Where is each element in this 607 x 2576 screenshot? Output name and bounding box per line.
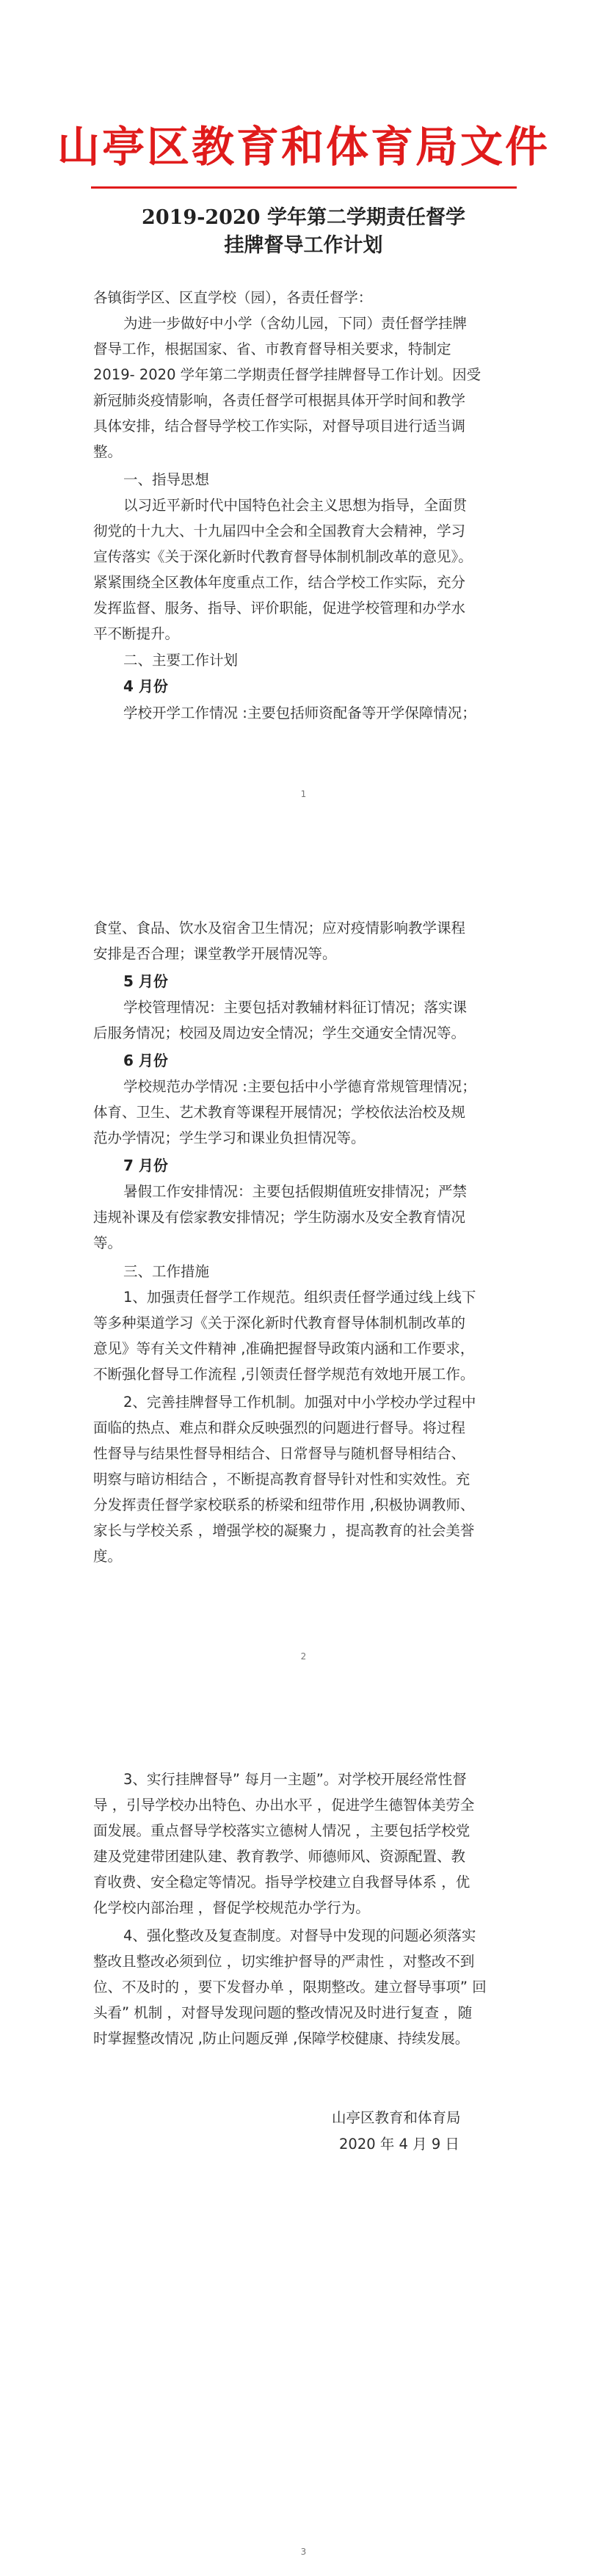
measure2-line: 面临的热点、难点和群众反映强烈的问题进行督导。将过程 bbox=[93, 1419, 466, 1436]
section-heading-work-plan: 二、主要工作计划 bbox=[123, 652, 239, 669]
page-number: 2 bbox=[300, 1651, 307, 1662]
measure1-line: 1、加强责任督学工作规范。组织责任督学通过线上线下 bbox=[123, 1289, 476, 1306]
signature-date: 2020 年 4 月 9 日 bbox=[339, 2136, 459, 2153]
section1-line: 紧紧围绕全区教体年度重点工作，结合学校工作实际，充分 bbox=[93, 574, 466, 591]
measure3-line: 化学校内部治理 ，督促学校规范办学行为。 bbox=[93, 1899, 370, 1916]
measure4-line: 位、不及时的 ，要下发督办单 ，限期整改。建立督导事项” 回 bbox=[93, 1979, 487, 1995]
section-heading-guiding-ideology: 一、指导思想 bbox=[123, 471, 210, 488]
doc-title-line-1: 2019-2020 学年第二学期责任督学 bbox=[142, 206, 465, 229]
intro-line: 2019- 2020 学年第二学期责任督学挂牌督导工作计划。因受 bbox=[93, 366, 481, 383]
intro-line: 新冠肺炎疫情影响，各责任督学可根据具体开学时间和教学 bbox=[93, 392, 466, 409]
measure1-line: 等多种渠道学习《关于深化新时代教育督导体制机制改革的 bbox=[93, 1314, 466, 1331]
signature-org: 山亭区教育和体育局 bbox=[332, 2109, 461, 2126]
may-line: 后服务情况；校园及周边安全情况；学生交通安全情况等。 bbox=[93, 1025, 466, 1041]
section1-line: 平不断提升。 bbox=[93, 625, 180, 642]
april-line: 食堂、食品、饮水及宿舍卫生情况；应对疫情影响教学课程 bbox=[93, 920, 466, 936]
measure4-line: 头看” 机制 ，对督导发现问题的整改情况及时进行复查 ，随 bbox=[93, 2004, 473, 2021]
measure2-line: 度。 bbox=[93, 1548, 123, 1565]
month-label-june: 6 月份 bbox=[123, 1052, 168, 1069]
section1-line: 以习近平新时代中国特色社会主义思想为指导，全面贯 bbox=[123, 497, 468, 514]
section-heading-work-measures: 三、工作措施 bbox=[123, 1263, 210, 1280]
measure1-line: 不断强化督导工作流程 ,引领责任督学规范有效地开展工作。 bbox=[93, 1366, 475, 1383]
intro-line: 督导工作，根据国家、省、市教育督导相关要求，特制定 bbox=[93, 341, 451, 357]
document-header-title: 山亭区教育和体育局文件 bbox=[57, 122, 550, 172]
measure2-line: 2、完善挂牌督导工作机制。加强对中小学校办学过程中 bbox=[123, 1394, 476, 1411]
april-line: 学校开学工作情况 :主要包括师资配备等开学保障情况； bbox=[123, 705, 476, 721]
measure3-line: 导 ，引导学校办出特色、办出水平 ，促进学生德智体美劳全 bbox=[93, 1797, 475, 1813]
measure2-line: 明察与暗访相结合 ，不断提高教育督导针对性和实效性。充 bbox=[93, 1471, 470, 1488]
intro-line: 具体安排，结合督导学校工作实际，对督导项目进行适当调 bbox=[93, 418, 466, 434]
month-label-july: 7 月份 bbox=[123, 1157, 168, 1174]
section1-line: 发挥监督、服务、指导、评价职能，促进学校管理和办学水 bbox=[93, 600, 466, 616]
measure2-line: 性督导与结果性督导相结合、日常督导与随机督导相结合、 bbox=[93, 1445, 466, 1462]
may-line: 学校管理情况：主要包括对教辅材料征订情况；落实课 bbox=[123, 999, 468, 1016]
intro-line: 整。 bbox=[93, 443, 123, 460]
month-label-may: 5 月份 bbox=[123, 972, 168, 990]
measure2-line: 分发挥责任督学家校联系的桥梁和纽带作用 ,积极协调教师、 bbox=[93, 1496, 475, 1513]
june-line: 体育、卫生、艺术教育等课程开展情况；学校依法治校及规 bbox=[93, 1104, 466, 1121]
doc-title-line-2: 挂牌督导工作计划 bbox=[224, 234, 383, 257]
measure3-line: 育收费、安全稳定等情况。指导学校建立自我督导体系 ，优 bbox=[93, 1874, 470, 1891]
june-line: 范办学情况；学生学习和课业负担情况等。 bbox=[93, 1129, 366, 1146]
measure3-line: 3、实行挂牌督导” 每月一主题”。对学校开展经常性督 bbox=[123, 1771, 467, 1788]
measure3-line: 建及党建带团建队建、教育教学、师德师风、资源配置、教 bbox=[93, 1848, 466, 1865]
july-line: 违规补课及有偿家教安排情况；学生防溺水及安全教育情况 bbox=[93, 1209, 466, 1226]
measure4-line: 时掌握整改情况 ,防止问题反弹 ,保障学校健康、持续发展。 bbox=[93, 2030, 470, 2047]
measure1-line: 意见》等有关文件精神 ,准确把握督导政策内涵和工作要求， bbox=[93, 1340, 475, 1357]
july-line: 暑假工作安排情况：主要包括假期值班安排情况；严禁 bbox=[123, 1183, 468, 1200]
month-label-april: 4 月份 bbox=[123, 677, 168, 695]
header-red-rule bbox=[91, 186, 517, 189]
june-line: 学校规范办学情况 :主要包括中小学德育常规管理情况； bbox=[123, 1078, 476, 1095]
measure2-line: 家长与学校关系 ，增强学校的凝聚力 ，提高教育的社会美誉 bbox=[93, 1522, 475, 1539]
april-line: 安排是否合理；课堂教学开展情况等。 bbox=[93, 945, 337, 962]
section1-line: 彻党的十九大、十九届四中全会和全国教育大会精神，学习 bbox=[93, 523, 466, 539]
page-number: 1 bbox=[300, 789, 307, 799]
section1-line: 宣传落实《关于深化新时代教育督导体制机制改革的意见》。 bbox=[93, 548, 473, 565]
measure4-line: 整改且整改必须到位 ，切实维护督导的严肃性 ，对整改不到 bbox=[93, 1953, 475, 1970]
page-number: 3 bbox=[300, 2547, 307, 2557]
measure4-line: 4、强化整改及复查制度。对督导中发现的问题必须落实 bbox=[123, 1927, 476, 1944]
intro-line: 为进一步做好中小学（含幼儿园，下同）责任督学挂牌 bbox=[123, 315, 468, 332]
measure3-line: 面发展。重点督导学校落实立德树人情况 ，主要包括学校党 bbox=[93, 1822, 470, 1839]
salutation: 各镇街学区、区直学校（园），各责任督学： bbox=[93, 289, 373, 306]
july-line: 等。 bbox=[93, 1234, 123, 1251]
